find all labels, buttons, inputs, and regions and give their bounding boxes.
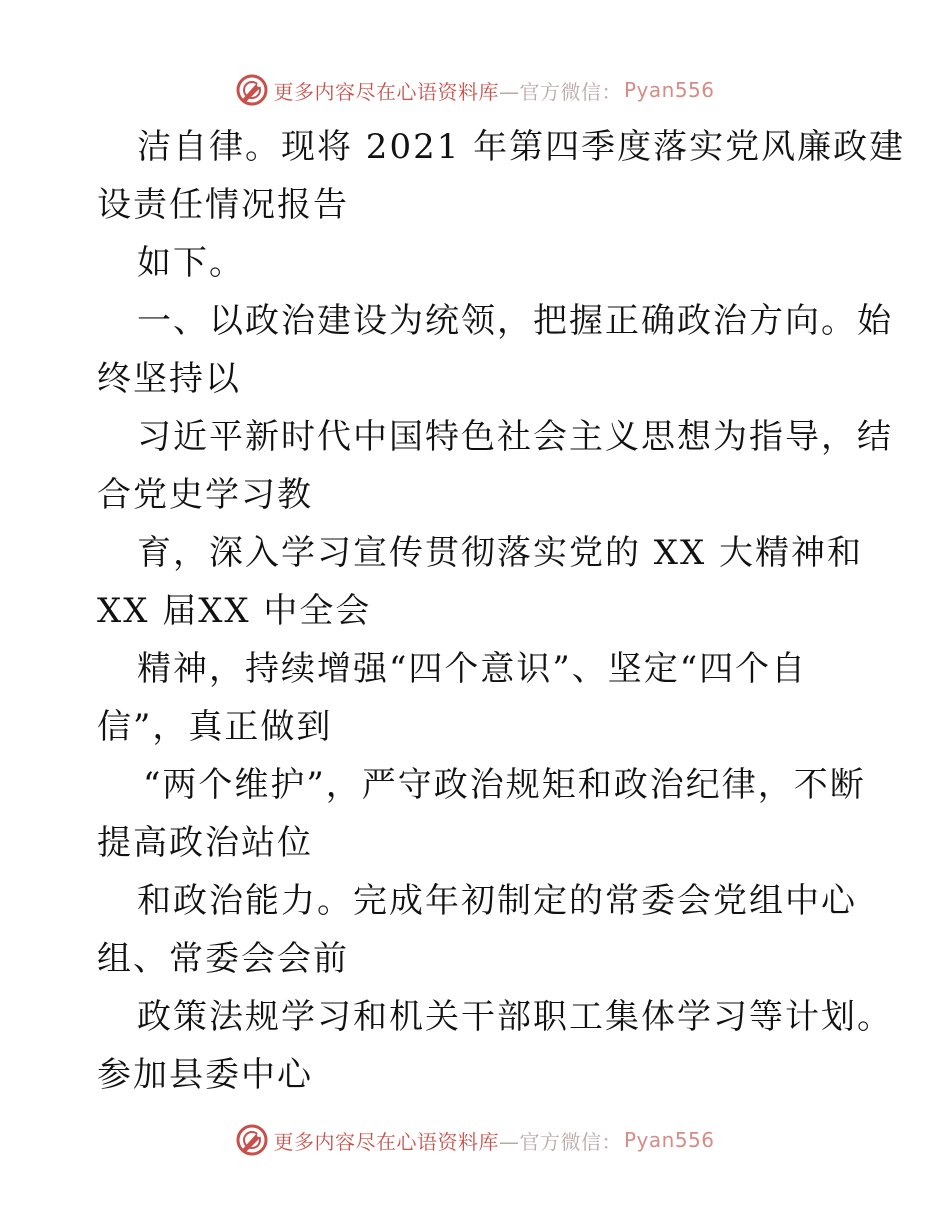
body-line: 信”，真正做到	[97, 707, 333, 747]
body-line: 合党史学习教	[97, 475, 313, 515]
body-line: 政策法规学习和机关干部职工集体学习等计划。	[137, 997, 893, 1037]
document-body	[97, 118, 906, 1104]
banner-slogan: 更多内容尽在心语资料库	[273, 79, 499, 104]
body-line: 提高政治站位	[97, 823, 313, 863]
banner-slogan: 更多内容尽在心语资料库	[273, 1129, 499, 1154]
banner-wechat-label: —官方微信：	[498, 79, 622, 104]
pen-nib-logo-icon	[235, 1123, 269, 1157]
body-line: 终坚持以	[97, 359, 241, 399]
body-line: 习近平新时代中国特色社会主义思想为指导，结	[137, 417, 893, 457]
pen-nib-logo-icon	[235, 73, 269, 107]
footer-banner	[0, 1120, 950, 1160]
banner-wechat-id: Pyan556	[623, 78, 715, 102]
body-line: XX 届XX 中全会	[97, 591, 372, 631]
body-line: 设责任情况报告	[97, 185, 349, 225]
body-line: “两个维护”，严守政治规矩和政治纪律，不断	[143, 765, 866, 805]
body-line: 精神，持续增强“四个意识”、坚定“四个自	[137, 649, 808, 689]
body-line: 和政治能力。完成年初制定的常委会党组中心	[137, 881, 857, 921]
body-line: 组、常委会会前	[97, 939, 349, 979]
banner-wechat-id: Pyan556	[623, 1128, 715, 1152]
body-line: 如下。	[137, 243, 245, 283]
body-line: 洁自律。现将 2021 年第四季度落实党风廉政建	[137, 127, 906, 167]
header-banner	[0, 70, 950, 110]
body-line: 育，深入学习宣传贯彻落实党的 XX 大精神和	[137, 533, 864, 573]
body-line: 一、以政治建设为统领，把握正确政治方向。始	[137, 301, 893, 341]
body-line: 参加县委中心	[97, 1055, 313, 1095]
banner-wechat-label: —官方微信：	[498, 1129, 622, 1154]
